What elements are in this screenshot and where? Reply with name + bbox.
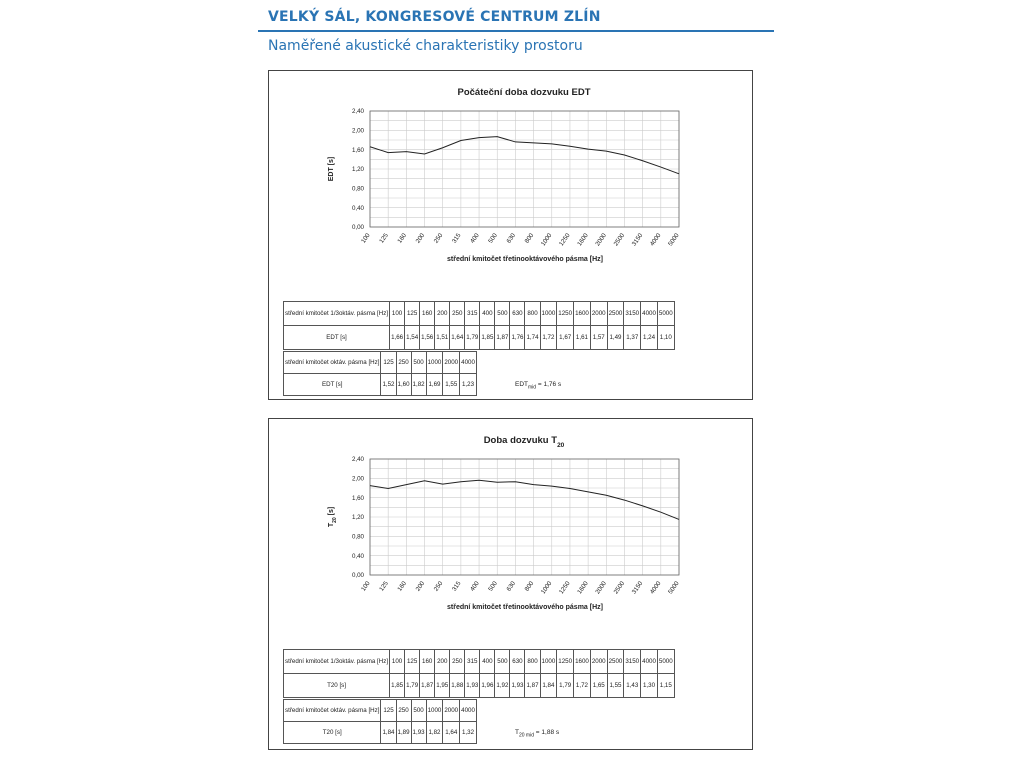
x-tick-label: 1000 <box>539 232 554 248</box>
freq-cell: 1250 <box>557 650 574 674</box>
x-tick-label: 500 <box>487 580 499 593</box>
value-cell: 1,82 <box>426 722 443 744</box>
value-cell: 1,84 <box>381 722 396 744</box>
t20-chart <box>269 419 754 629</box>
freq-cell: 500 <box>411 352 426 374</box>
value-cell: 1,79 <box>465 326 480 350</box>
edt-third-octave-table <box>283 301 675 350</box>
x-tick-label: 5000 <box>667 232 681 248</box>
freq-cell: 1600 <box>574 302 591 326</box>
table-row <box>284 700 477 722</box>
freq-cell: 250 <box>450 650 465 674</box>
edt-mid-value <box>515 381 561 390</box>
freq-cell: 2500 <box>607 302 624 326</box>
y-tick-label: 2,00 <box>351 127 364 135</box>
x-tick-label: 2500 <box>612 580 627 596</box>
mid-subscript: 20 mid <box>518 732 534 739</box>
t20-third-octave-table <box>283 649 675 698</box>
y-tick-label: 1,60 <box>351 146 364 154</box>
y-tick-label: 1,20 <box>351 514 364 522</box>
freq-cell: 3150 <box>624 302 641 326</box>
value-cell: 1,64 <box>443 722 460 744</box>
table-row <box>284 722 477 744</box>
table-row <box>284 674 675 698</box>
value-cell: 1,93 <box>411 722 426 744</box>
value-cell: 1,23 <box>460 374 477 396</box>
freq-cell: 250 <box>396 700 411 722</box>
row-label-cell <box>284 674 390 698</box>
value-cell: 1,93 <box>465 674 480 698</box>
freq-cell: 200 <box>435 650 450 674</box>
value-cell: 1,51 <box>435 326 450 350</box>
value-cell: 1,10 <box>657 326 674 350</box>
value-cell: 1,67 <box>557 326 574 350</box>
value-cell: 1,66 <box>390 326 405 350</box>
value-cell: 1,49 <box>607 326 624 350</box>
freq-cell: 630 <box>510 650 525 674</box>
value-cell: 1,15 <box>657 674 674 698</box>
freq-cell: 1000 <box>426 700 443 722</box>
freq-cell: 160 <box>420 302 435 326</box>
value-cell: 1,79 <box>405 674 420 698</box>
freq-cell: 160 <box>420 650 435 674</box>
freq-cell: 2000 <box>443 352 460 374</box>
mid-symbol: EDT <box>515 381 528 388</box>
freq-cell: 800 <box>525 302 540 326</box>
value-cell: 1,95 <box>435 674 450 698</box>
freq-cell: 1600 <box>574 650 591 674</box>
x-tick-label: 630 <box>505 580 518 593</box>
value-cell: 1,32 <box>460 722 477 744</box>
t20-row-label: T20 [s] <box>327 682 346 689</box>
value-cell: 1,30 <box>641 674 658 698</box>
table-header-cell: střední kmitočet 1/3oktáv. pásma [Hz] <box>284 650 390 674</box>
x-tick-label: 100 <box>359 232 372 245</box>
freq-cell: 630 <box>510 302 525 326</box>
x-tick-label: 200 <box>414 580 427 593</box>
x-tick-label: 125 <box>378 232 390 245</box>
t20-mid-value <box>515 729 559 738</box>
value-cell: 1,72 <box>540 326 557 350</box>
value-cell: 1,72 <box>574 674 591 698</box>
x-tick-label: 2000 <box>594 232 608 248</box>
x-tick-label: 4000 <box>648 232 663 248</box>
freq-cell: 400 <box>480 302 495 326</box>
value-cell: 1,54 <box>405 326 420 350</box>
freq-cell: 1250 <box>557 302 574 326</box>
freq-cell: 500 <box>495 650 510 674</box>
y-tick-label: 0,00 <box>351 572 364 580</box>
y-tick-label: 2,40 <box>351 456 364 464</box>
value-cell: 1,57 <box>590 326 607 350</box>
header-divider <box>258 30 774 32</box>
value-cell: 1,55 <box>443 374 460 396</box>
x-tick-label: 2000 <box>594 580 608 596</box>
x-tick-label: 315 <box>450 580 463 593</box>
x-tick-label: 2500 <box>612 232 627 248</box>
value-cell: 1,88 <box>450 674 465 698</box>
x-tick-label: 3150 <box>630 232 645 248</box>
chart-title: Počáteční doba dozvuku EDT <box>457 87 591 98</box>
t20-octave-table <box>283 699 477 744</box>
edt-panel <box>268 70 753 400</box>
edt-chart <box>269 71 754 281</box>
document-subtitle: Naměřené akustické charakteristiky prostoru <box>268 38 583 54</box>
y-tick-label: 1,60 <box>351 494 364 502</box>
document-title: VELKÝ SÁL, KONGRESOVÉ CENTRUM ZLÍN <box>268 9 601 25</box>
freq-cell: 250 <box>450 302 465 326</box>
freq-cell: 5000 <box>657 302 674 326</box>
x-tick-label: 800 <box>523 232 536 245</box>
freq-cell: 500 <box>495 302 510 326</box>
x-tick-label: 5000 <box>667 580 681 596</box>
freq-cell: 400 <box>480 650 495 674</box>
table-header-cell: střední kmitočet 1/3oktáv. pásma [Hz] <box>284 302 390 326</box>
mid-value-text: = 1,76 s <box>536 381 562 388</box>
mid-symbol: T <box>515 729 519 736</box>
x-tick-label: 1250 <box>557 232 572 248</box>
value-cell: 1,64 <box>450 326 465 350</box>
y-tick-label: 0,80 <box>351 533 364 541</box>
x-tick-label: 1000 <box>539 580 554 596</box>
value-cell: 1,79 <box>557 674 574 698</box>
value-cell: 1,87 <box>525 674 540 698</box>
freq-cell: 315 <box>465 302 480 326</box>
freq-cell: 4000 <box>641 302 658 326</box>
x-tick-label: 160 <box>396 232 408 245</box>
x-tick-label: 400 <box>469 580 481 593</box>
y-axis-label: EDT [s] <box>328 156 335 182</box>
value-cell: 1,93 <box>510 674 525 698</box>
y-tick-label: 0,40 <box>351 552 364 560</box>
y-tick-label: 2,00 <box>351 475 364 483</box>
freq-cell: 100 <box>390 650 405 674</box>
x-tick-label: 1600 <box>576 232 590 248</box>
freq-cell: 315 <box>465 650 480 674</box>
mid-value-text: = 1,88 s <box>534 729 560 736</box>
value-cell: 1,82 <box>411 374 426 396</box>
freq-cell: 1000 <box>540 302 557 326</box>
x-tick-label: 400 <box>469 232 481 245</box>
freq-cell: 2000 <box>590 302 607 326</box>
x-tick-label: 125 <box>378 580 390 593</box>
value-cell: 1,65 <box>590 674 607 698</box>
value-cell: 1,55 <box>607 674 624 698</box>
value-cell: 1,96 <box>480 674 495 698</box>
x-tick-label: 3150 <box>630 580 645 596</box>
x-tick-label: 630 <box>505 232 518 245</box>
value-cell: 1,89 <box>396 722 411 744</box>
freq-cell: 4000 <box>460 352 477 374</box>
value-cell: 1,69 <box>426 374 443 396</box>
value-cell: 1,24 <box>641 326 658 350</box>
value-cell: 1,76 <box>510 326 525 350</box>
freq-cell: 1000 <box>426 352 443 374</box>
table-row <box>284 326 675 350</box>
x-tick-label: 800 <box>523 580 536 593</box>
x-tick-label: 200 <box>414 232 427 245</box>
value-cell: 1,87 <box>420 674 435 698</box>
value-cell: 1,56 <box>420 326 435 350</box>
freq-cell: 3150 <box>624 650 641 674</box>
row-label-cell: T20 [s] <box>284 722 381 744</box>
y-tick-label: 2,40 <box>351 108 364 116</box>
x-tick-label: 4000 <box>648 580 663 596</box>
table-row <box>284 352 477 374</box>
freq-cell: 125 <box>381 700 396 722</box>
freq-cell: 5000 <box>657 650 674 674</box>
chart-title: Doba dozvuku $T_{20}$ <box>483 435 565 449</box>
table-row <box>284 650 675 674</box>
x-tick-label: 1250 <box>557 580 572 596</box>
x-tick-label: 1600 <box>576 580 590 596</box>
x-tick-label: 250 <box>432 580 445 593</box>
freq-cell: 125 <box>405 302 420 326</box>
freq-cell: 200 <box>435 302 450 326</box>
value-cell: 1,52 <box>381 374 396 396</box>
edt-octave-table <box>283 351 477 396</box>
value-cell: 1,87 <box>495 326 510 350</box>
freq-cell: 2500 <box>607 650 624 674</box>
table-header-cell: střední kmitočet oktáv. pásma [Hz] <box>284 700 381 722</box>
value-cell: 1,84 <box>540 674 557 698</box>
value-cell: 1,85 <box>390 674 405 698</box>
table-row <box>284 302 675 326</box>
x-axis-label: střední kmitočet třetinooktávového pásma [Hz] <box>447 604 603 611</box>
table-header-cell: střední kmitočet oktáv. pásma [Hz] <box>284 352 381 374</box>
y-axis-label: $T_{20}$ [s] <box>328 506 338 528</box>
value-cell: 1,60 <box>396 374 411 396</box>
x-tick-label: 100 <box>359 580 372 593</box>
table-row <box>284 374 477 396</box>
freq-cell: 125 <box>381 352 396 374</box>
freq-cell: 800 <box>525 650 540 674</box>
freq-cell: 500 <box>411 700 426 722</box>
y-tick-label: 0,00 <box>351 224 364 232</box>
freq-cell: 2000 <box>590 650 607 674</box>
freq-cell: 4000 <box>460 700 477 722</box>
freq-cell: 125 <box>405 650 420 674</box>
value-cell: 1,61 <box>574 326 591 350</box>
row-label-cell: EDT [s] <box>284 374 381 396</box>
value-cell: 1,85 <box>480 326 495 350</box>
value-cell: 1,92 <box>495 674 510 698</box>
x-tick-label: 160 <box>396 580 408 593</box>
x-tick-label: 500 <box>487 232 499 245</box>
row-label-cell: EDT [s] <box>284 326 390 350</box>
freq-cell: 2000 <box>443 700 460 722</box>
x-axis-label: střední kmitočet třetinooktávového pásma [Hz] <box>447 256 603 263</box>
x-tick-label: 315 <box>450 232 463 245</box>
mid-subscript: mid <box>528 384 537 391</box>
x-tick-label: 250 <box>432 232 445 245</box>
y-tick-label: 1,20 <box>351 166 364 174</box>
t20-panel <box>268 418 753 750</box>
freq-cell: 4000 <box>641 650 658 674</box>
freq-cell: 100 <box>390 302 405 326</box>
value-cell: 1,43 <box>624 674 641 698</box>
y-tick-label: 0,40 <box>351 204 364 212</box>
freq-cell: 250 <box>396 352 411 374</box>
value-cell: 1,74 <box>525 326 540 350</box>
freq-cell: 1000 <box>540 650 557 674</box>
value-cell: 1,37 <box>624 326 641 350</box>
y-tick-label: 0,80 <box>351 185 364 193</box>
